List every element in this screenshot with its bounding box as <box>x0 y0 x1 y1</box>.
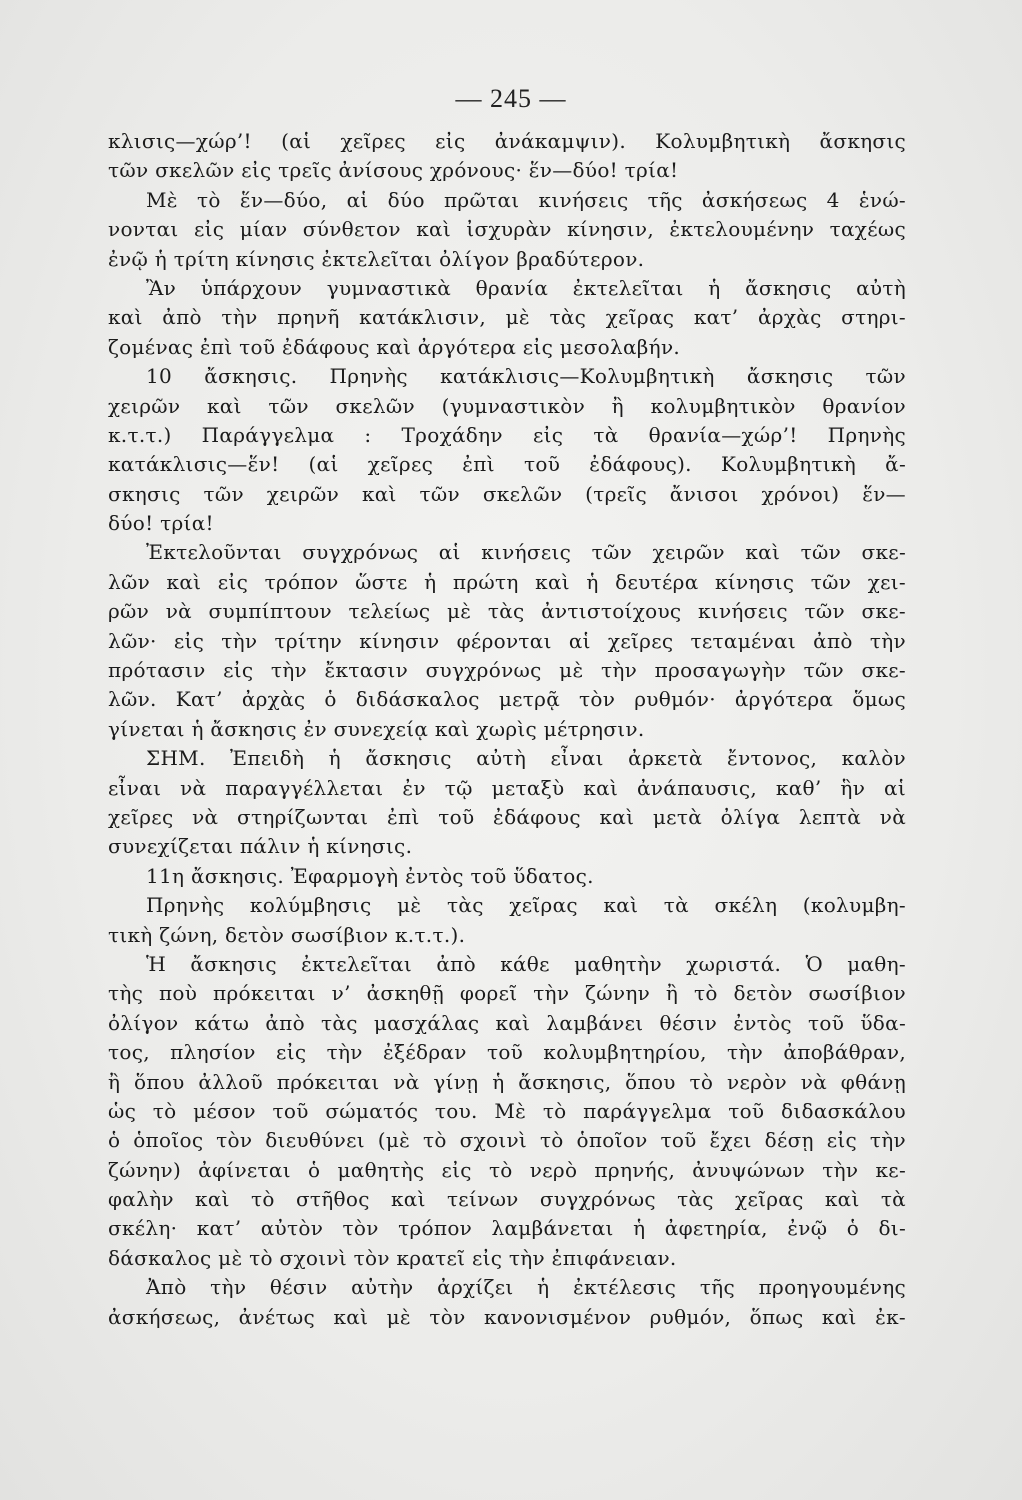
text-line: ὡς τὸ μέσον τοῦ σώματός του. Μὲ τὸ παράγγελμα τοῦ διδασκάλου <box>108 1098 906 1123</box>
text-line: σκέλη· κατ’ αὐτὸν τὸν τρόπον λαμβάνεται ἡ ἀφετηρία, ἐνῷ ὁ δι- <box>108 1216 906 1241</box>
text-line: Ἀπὸ τὴν θέσιν αὐτὴν ἀρχίζει ἡ ἐκτέλεσις τῆς προηγουμένης <box>146 1275 906 1300</box>
text-line: τικὴ ζώνη, δετὸν σωσίβιον κ.τ.τ.). <box>108 922 466 947</box>
text-line: τος, πλησίον εἰς τὴν ἐξέδραν τοῦ κολυμβητηρίου, τὴν ἀποβάθραν, <box>108 1040 906 1065</box>
text-line: τῶν σκελῶν εἰς τρεῖς ἀνίσους χρόνους· ἕν—δύο! τρία! <box>108 158 679 183</box>
text-line: ὀλίγον κάτω ἀπὸ τὰς μασχάλας καὶ λαμβάνει θέσιν ἐντὸς τοῦ ὕδα- <box>108 1010 906 1035</box>
text-line: κλισις—χώρ’! (αἱ χεῖρες εἰς ἀνάκαμψιν). Κολυμβητικὴ ἄσκησις <box>108 129 906 153</box>
text-line: ἀσκήσεως, ἀνέτως καὶ μὲ τὸν κανονισμένον ρυθμόν, ὅπως καὶ ἐκ- <box>108 1304 906 1329</box>
text-line: ζομένας ἐπὶ τοῦ ἐδάφους καὶ ἀργότερα εἰς μεσολαβήν. <box>108 334 681 359</box>
text-line: Ἡ ἄσκησις ἐκτελεῖται ἀπὸ κάθε μαθητὴν χωριστά. Ὁ μαθη- <box>146 951 906 976</box>
text-line: γίνεται ἡ ἄσκησις ἐν συνεχείᾳ καὶ χωρὶς μέτρησιν. <box>108 716 645 741</box>
text-line: κατάκλισις—ἕν! (αἱ χεῖρες ἐπὶ τοῦ ἐδάφους). Κολυμβητικὴ ἄ- <box>108 452 906 477</box>
text-line: δάσκαλος μὲ τὸ σχοινὶ τὸν κρατεῖ εἰς τὴν ἐπιφάνειαν. <box>108 1245 677 1270</box>
text-line: τὴς ποὺ πρόκειται ν’ ἀσκηθῇ φορεῖ τὴν ζώνην ἢ τὸ δετὸν σωσίβιον <box>108 981 906 1006</box>
text-line: νονται εἰς μίαν σύνθετον καὶ ἰσχυρὰν κίνησιν, ἐκτελουμένην ταχέως <box>108 217 906 242</box>
text-line: Μὲ τὸ ἕν—δύο, αἱ δύο πρῶται κινήσεις τῆς ἀσκήσεως 4 ἑνώ- <box>146 187 906 212</box>
text-line: ΣΗΜ. Ἐπειδὴ ἡ ἄσκησις αὐτὴ εἶναι ἀρκετὰ ἔντονος, καλὸν <box>146 746 906 771</box>
text-line: ρῶν νὰ συμπίπτουν τελείως μὲ τὰς ἀντιστοίχους κινήσεις τῶν σκε- <box>108 599 906 624</box>
text-line: Πρηνὴς κολύμβησις μὲ τὰς χεῖρας καὶ τὰ σκέλη (κολυμβη- <box>146 893 906 918</box>
text-line: σκησις τῶν χειρῶν καὶ τῶν σκελῶν (τρεῖς ἄνισοι χρόνοι) ἕν— <box>108 481 906 506</box>
text-line: ζώνην) ἀφίνεται ὁ μαθητὴς εἰς τὸ νερὸ πρηνής, ἀνυψώνων τὴν κε- <box>108 1157 906 1182</box>
text-line: ἐνῷ ἡ τρίτη κίνησις ἐκτελεῖται ὀλίγον βραδύτερον. <box>108 246 645 271</box>
text-line: δύο! τρία! <box>108 511 214 536</box>
text-line: χειρῶν καὶ τῶν σκελῶν (γυμναστικὸν ἢ κολυμβητικὸν θρανίον <box>108 393 906 418</box>
text-line: Ἐκτελοῦνται συγχρόνως αἱ κινήσεις τῶν χειρῶν καὶ τῶν σκε- <box>146 540 906 565</box>
text-line: λῶν καὶ εἰς τρόπον ὥστε ἡ πρώτη καὶ ἡ δευτέρα κίνησις τῶν χει- <box>108 569 906 594</box>
text-line: χεῖρες νὰ στηρίζωνται ἐπὶ τοῦ ἐδάφους καὶ μετὰ ὀλίγα λεπτὰ νὰ <box>108 804 906 829</box>
text-line: 11η ἄσκησις. Ἐφαρμογὴ ἐντὸς τοῦ ὕδατος. <box>146 863 594 888</box>
text-line: συνεχίζεται πάλιν ἡ κίνησις. <box>108 834 413 859</box>
text-line: Ἂν ὑπάρχουν γυμναστικὰ θρανία ἐκτελεῖται ἡ ἄσκησις αὐτὴ <box>146 275 906 300</box>
page-number: — 245 — <box>455 84 567 113</box>
text-line: καὶ ἀπὸ τὴν πρηνῆ κατάκλισιν, μὲ τὰς χεῖρας κατ’ ἀρχὰς στηρι- <box>108 305 906 330</box>
text-line: ἢ ὅπου ἀλλοῦ πρόκειται νὰ γίνῃ ἡ ἄσκησις, ὅπου τὸ νερὸν νὰ φθάνῃ <box>108 1069 906 1094</box>
text-line: εἶναι νὰ παραγγέλλεται ἐν τῷ μεταξὺ καὶ ἀνάπαυσις, καθ’ ἣν αἱ <box>108 775 906 800</box>
text-line: λῶν· εἰς τὴν τρίτην κίνησιν φέρονται αἱ χεῖρες τεταμέναι ἀπὸ τὴν <box>108 628 906 653</box>
body-text <box>108 127 906 1332</box>
text-line: πρότασιν εἰς τὴν ἔκτασιν συγχρόνως μὲ τὴν προσαγωγὴν τῶν σκε- <box>108 658 906 683</box>
text-line: ὁ ὁποῖος τὸν διευθύνει (μὲ τὸ σχοινὶ τὸ ὁποῖον τοῦ ἔχει δέσῃ εἰς τὴν <box>108 1128 906 1153</box>
text-line: 10 ἄσκησις. Πρηνὴς κατάκλισις—Κολυμβητικὴ ἄσκησις τῶν <box>146 364 906 389</box>
text-line: λῶν. Κατ’ ἀρχὰς ὁ διδάσκαλος μετρᾷ τὸν ρυθμόν· ἀργότερα ὅμως <box>108 687 906 712</box>
text-line: κ.τ.τ.) Παράγγελμα : Τροχάδην εἰς τὰ θρανία—χώρ’! Πρηνὴς <box>108 422 906 447</box>
text-line: φαλὴν καὶ τὸ στῆθος καὶ τείνων συγχρόνως τὰς χεῖρας καὶ τὰ <box>108 1187 906 1212</box>
